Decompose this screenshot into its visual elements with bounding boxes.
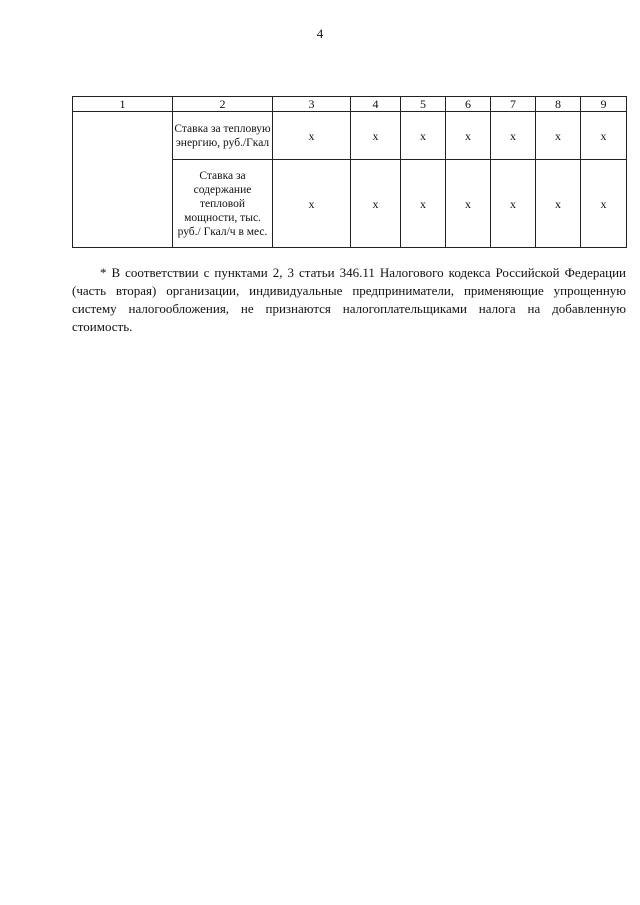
value-cell: х [446,112,491,160]
value-cell: х [446,160,491,248]
value-cell: х [401,160,446,248]
header-cell: 8 [536,97,581,112]
value-cell: х [536,160,581,248]
value-cell: х [351,160,401,248]
header-cell: 2 [173,97,273,112]
row-label-capacity-rate: Ставка за содержание тепловой мощности, тыс. руб./ Гкал/ч в мес. [173,160,273,248]
value-cell: х [401,112,446,160]
header-cell: 4 [351,97,401,112]
value-cell: х [581,112,627,160]
table-header-row [73,97,627,112]
row-label-heat-energy-rate: Ставка за тепловую энергию, руб./Гкал [173,112,273,160]
value-cell: х [536,112,581,160]
value-cell: х [351,112,401,160]
vat-footnote: * В соответствии с пунктами 2, 3 статьи 346.11 Налогового кодекса Российской Федерации (часть вторая) организации, индивидуальные предприниматели, применяющие упрощенную систему налогообложения, не признаются налогоплательщиками налога на добавленную стоимость. [72,265,626,334]
header-cell: 7 [491,97,536,112]
value-cell: х [273,112,351,160]
header-cell: 9 [581,97,627,112]
header-cell: 5 [401,97,446,112]
value-cell: х [581,160,627,248]
value-cell: х [491,160,536,248]
value-cell: х [273,160,351,248]
header-cell: 6 [446,97,491,112]
tariff-table [72,96,627,248]
value-cell: х [491,112,536,160]
header-cell: 1 [73,97,173,112]
row-group-cell [73,112,173,248]
header-cell: 3 [273,97,351,112]
table-row [73,112,627,160]
page-number: 4 [316,26,324,41]
